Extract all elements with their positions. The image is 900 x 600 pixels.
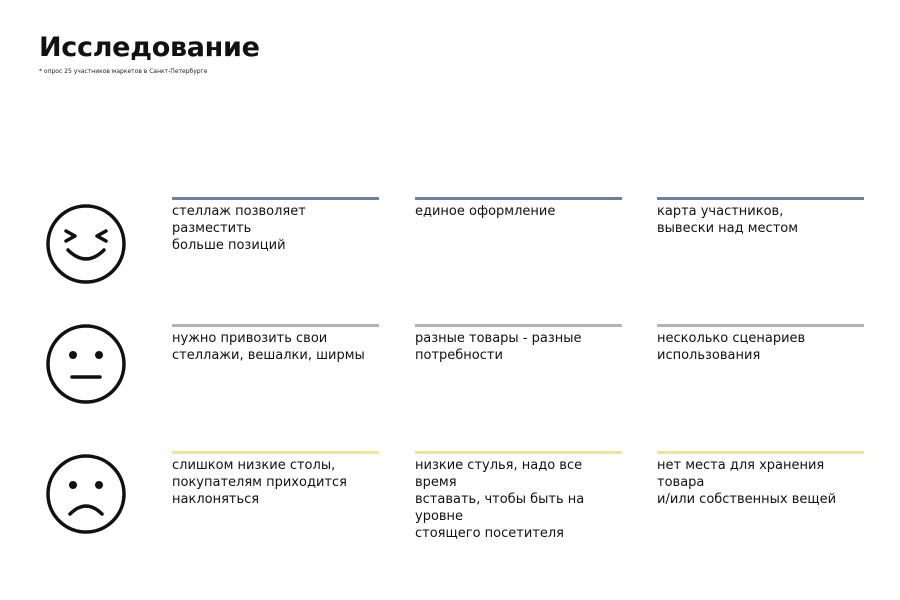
- survey-note: * опрос 25 участников маркетов в Санкт-Петербурге: [39, 68, 208, 75]
- negative-bar: [657, 451, 864, 454]
- positive-bar: [657, 197, 864, 200]
- sad-face-icon: [45, 453, 127, 535]
- neutral-card-1: [172, 324, 379, 364]
- neutral-bar: [172, 324, 379, 327]
- neutral-card-3: [657, 324, 864, 364]
- card-text: карта участников, вывески над местом: [657, 204, 799, 236]
- positive-bar: [172, 197, 379, 200]
- negative-bar: [415, 451, 622, 454]
- positive-card-1: [172, 197, 379, 254]
- neutral-bar: [415, 324, 622, 327]
- card-text: слишком низкие столы, покупателям приходится наклоняться: [172, 458, 347, 507]
- positive-card-3: [657, 197, 864, 237]
- card-text: нужно привозить свои стеллажи, вешалки, ширмы: [172, 331, 365, 363]
- card-text: разные товары - разные потребности: [415, 331, 582, 363]
- neutral-card-2: [415, 324, 622, 364]
- page-title: Исследование: [39, 32, 260, 63]
- positive-bar: [415, 197, 622, 200]
- positive-card-2: [415, 197, 622, 220]
- card-text: стеллаж позволяет разместить больше позиций: [172, 204, 306, 253]
- negative-card-2: [415, 451, 622, 542]
- negative-card-1: [172, 451, 379, 508]
- neutral-face-icon: [45, 323, 127, 405]
- laughing-face-icon: [45, 203, 127, 285]
- neutral-bar: [657, 324, 864, 327]
- card-text: нет места для хранения товара и/или собственных вещей: [657, 458, 837, 507]
- negative-bar: [172, 451, 379, 454]
- negative-card-3: [657, 451, 864, 508]
- card-text: низкие стулья, надо все время вставать, чтобы быть на уровне стоящего посетителя: [415, 458, 585, 541]
- card-text: несколько сценариев использования: [657, 331, 806, 363]
- card-text: единое оформление: [415, 204, 556, 219]
